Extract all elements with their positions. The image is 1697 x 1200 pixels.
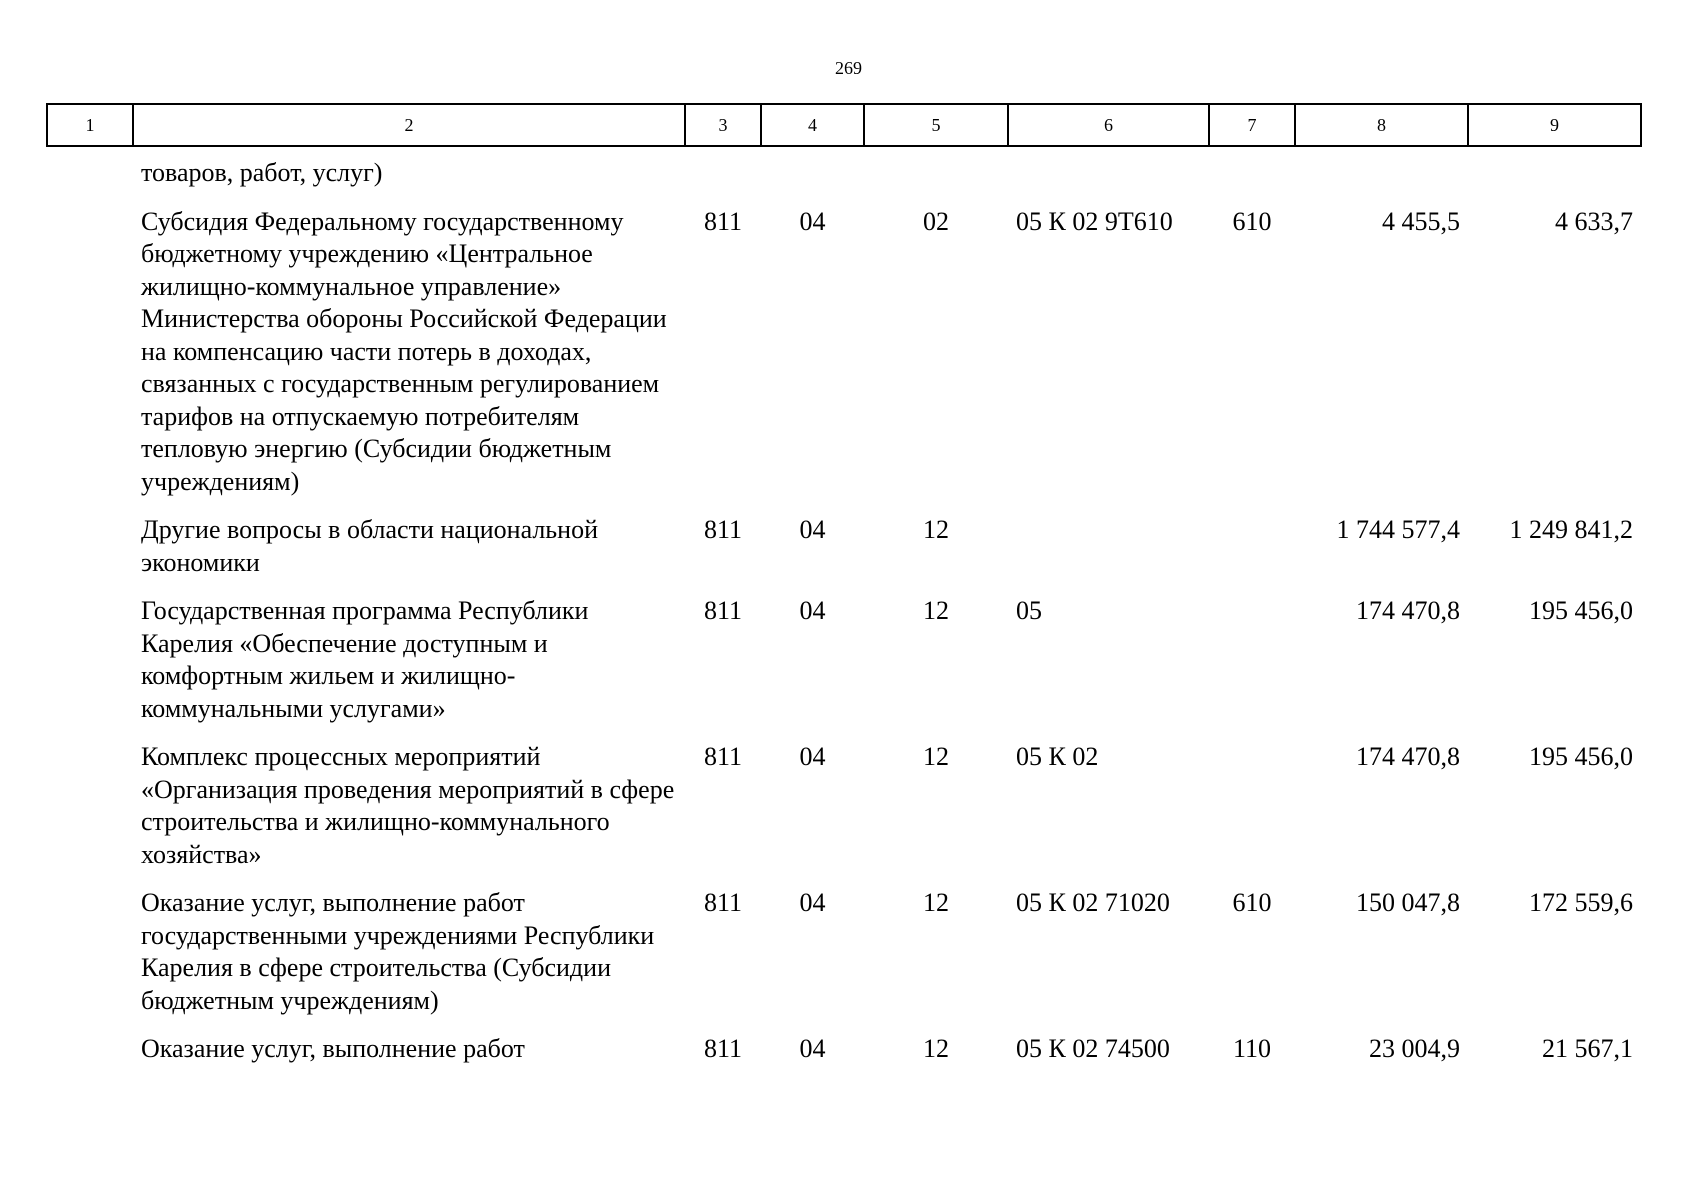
column-number: 3 <box>685 104 761 146</box>
row-number-cell <box>47 206 133 515</box>
table-header <box>47 104 1641 146</box>
subsection-code: 12 <box>923 742 949 771</box>
table-row <box>47 887 1641 1033</box>
target-article-code <box>1008 514 1209 595</box>
amount-col-8: 174 470,8 <box>1356 742 1460 771</box>
section-code: 04 <box>799 888 826 917</box>
column-number: 5 <box>864 104 1008 146</box>
item-name: Государственная программа Республики Карелия «Обеспечение доступным и комфортным жильем и жилищно-коммунальными услугами» <box>141 596 589 723</box>
amount-col-8: 1 744 577,4 <box>1336 515 1460 544</box>
target-article-code <box>1008 146 1209 206</box>
column-number: 1 <box>47 104 133 146</box>
row-number-cell <box>47 1033 133 1082</box>
amount-col-9: 1 249 841,2 <box>1509 515 1633 544</box>
ministry-code: 811 <box>703 515 743 544</box>
row-number-cell <box>47 595 133 741</box>
subsection-code: 12 <box>923 596 949 625</box>
subsection-code: 12 <box>923 515 949 544</box>
target-article-code: 05 К 02 74500 <box>1016 1034 1170 1063</box>
section-code: 04 <box>799 206 826 236</box>
amount-col-9: 195 456,0 <box>1529 742 1633 771</box>
section-code <box>761 146 864 206</box>
page-number: 269 <box>835 58 862 78</box>
expense-type-code: 110 <box>1232 1034 1272 1063</box>
amount-col-9: 195 456,0 <box>1529 596 1633 625</box>
target-article-code: 05 К 02 9Т610 <box>1016 206 1173 236</box>
column-number: 9 <box>1468 104 1641 146</box>
table-row <box>47 146 1641 206</box>
item-name: Субсидия Федеральному государственному бюджетному учреждению «Центральное жилищно-коммунальное управление» Министерства обороны Российской Федерации на компенсацию части потерь в доходах, связанных с государственным регулированием тарифов на отпускаемую потребителям тепловую энергию (Субсидии бюджетным учреждениям) <box>141 206 667 496</box>
ministry-code: 811 <box>703 1034 743 1063</box>
table-row <box>47 1033 1641 1082</box>
amount-col-9: 4 633,7 <box>1555 206 1633 236</box>
item-name: Оказание услуг, выполнение работ <box>141 1034 525 1063</box>
amount-col-8: 4 455,5 <box>1382 206 1460 236</box>
row-number-cell <box>47 514 133 595</box>
target-article-code: 05 К 02 <box>1016 742 1099 771</box>
column-number: 4 <box>761 104 864 146</box>
column-number-row <box>47 104 1641 146</box>
amount-col-8: 150 047,8 <box>1356 888 1460 917</box>
section-code: 04 <box>799 1034 826 1063</box>
expense-type-code <box>1209 741 1295 887</box>
expense-type-code <box>1209 595 1295 741</box>
column-number: 7 <box>1209 104 1295 146</box>
ministry-code: 811 <box>703 742 743 771</box>
item-name: товаров, работ, услуг) <box>141 158 383 187</box>
subsection-code: 12 <box>923 1034 949 1063</box>
table-row <box>47 741 1641 887</box>
section-code: 04 <box>799 515 826 544</box>
row-number-cell <box>47 741 133 887</box>
amount-col-9 <box>1468 146 1641 206</box>
subsection-code <box>864 146 1008 206</box>
amount-col-8: 174 470,8 <box>1356 596 1460 625</box>
ministry-code: 811 <box>703 888 743 917</box>
table-row <box>47 514 1641 595</box>
ministry-code <box>685 146 761 206</box>
subsection-code: 02 <box>923 206 949 236</box>
amount-col-9: 172 559,6 <box>1529 888 1633 917</box>
item-name: Оказание услуг, выполнение работ государственными учреждениями Республики Карелия в сфере строительства (Субсидии бюджетным учреждениям) <box>141 888 655 1015</box>
section-code: 04 <box>799 596 826 625</box>
amount-col-8 <box>1295 146 1468 206</box>
row-number-cell <box>47 146 133 206</box>
table-row <box>47 206 1641 515</box>
amount-col-8: 23 004,9 <box>1369 1034 1460 1063</box>
section-code: 04 <box>799 742 826 771</box>
target-article-code: 05 <box>1016 596 1042 625</box>
item-name: Другие вопросы в области национальной экономики <box>141 515 598 577</box>
ministry-code: 811 <box>703 596 743 625</box>
column-number: 2 <box>133 104 685 146</box>
budget-table <box>46 103 1642 1082</box>
row-number-cell <box>47 887 133 1033</box>
subsection-code: 12 <box>923 888 949 917</box>
item-name: Комплекс процессных мероприятий «Организация проведения мероприятий в сфере строительства и жилищно-коммунального хозяйства» <box>141 742 675 869</box>
column-number: 8 <box>1295 104 1468 146</box>
ministry-code: 811 <box>703 206 743 236</box>
expense-type-code: 610 <box>1232 206 1272 236</box>
expense-type-code <box>1209 146 1295 206</box>
expense-type-code: 610 <box>1232 888 1272 917</box>
column-number: 6 <box>1008 104 1209 146</box>
target-article-code: 05 К 02 71020 <box>1016 888 1170 917</box>
table-body <box>47 146 1641 1082</box>
expense-type-code <box>1209 514 1295 595</box>
amount-col-9: 21 567,1 <box>1542 1034 1633 1063</box>
table-row <box>47 595 1641 741</box>
